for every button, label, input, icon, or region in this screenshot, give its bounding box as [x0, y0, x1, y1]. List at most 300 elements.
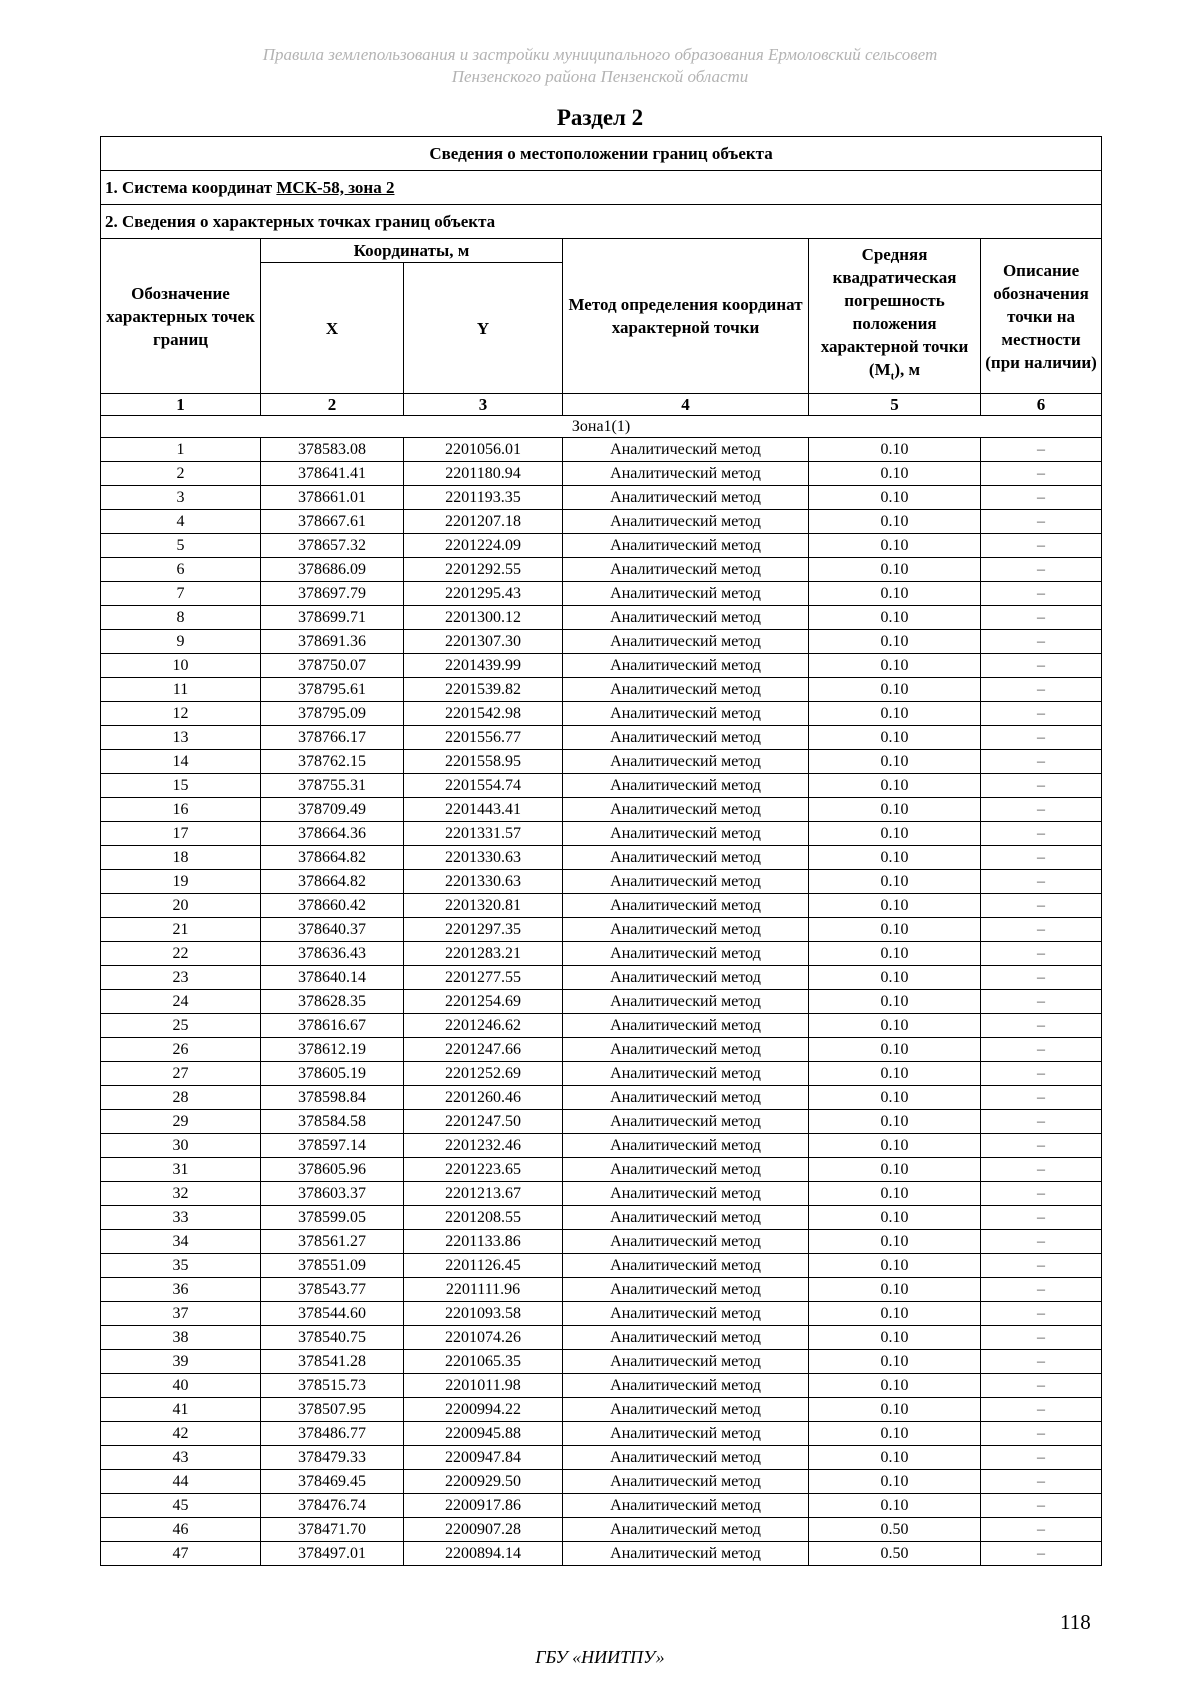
column-number: 5	[809, 394, 981, 416]
error-cell: 0.10	[809, 1110, 981, 1134]
point-number-cell: 27	[101, 1062, 261, 1086]
coord-y-cell: 2200929.50	[404, 1470, 563, 1494]
points-heading: 2. Сведения о характерных точках границ объекта	[101, 205, 1102, 239]
description-cell: –	[981, 870, 1102, 894]
point-number-cell: 35	[101, 1254, 261, 1278]
table-row	[101, 1014, 1102, 1038]
point-number-cell: 16	[101, 798, 261, 822]
table-row	[101, 774, 1102, 798]
description-cell: –	[981, 1542, 1102, 1566]
description-cell: –	[981, 1518, 1102, 1542]
table-row	[101, 1470, 1102, 1494]
table-row	[101, 1086, 1102, 1110]
coord-system-label: 1. Система координат	[105, 177, 277, 197]
point-number-cell: 43	[101, 1446, 261, 1470]
table-row	[101, 870, 1102, 894]
table-row	[101, 942, 1102, 966]
coord-x-cell: 378605.19	[261, 1062, 404, 1086]
description-cell: –	[981, 966, 1102, 990]
column-number: 2	[261, 394, 404, 416]
method-cell: Аналитический метод	[563, 918, 809, 942]
point-number-cell: 37	[101, 1302, 261, 1326]
table-row	[101, 486, 1102, 510]
error-cell: 0.10	[809, 1038, 981, 1062]
error-cell: 0.10	[809, 918, 981, 942]
description-cell: –	[981, 1350, 1102, 1374]
method-cell: Аналитический метод	[563, 966, 809, 990]
description-cell: –	[981, 1254, 1102, 1278]
error-cell: 0.10	[809, 582, 981, 606]
coord-y-cell: 2201247.50	[404, 1110, 563, 1134]
method-cell: Аналитический метод	[563, 846, 809, 870]
error-cell: 0.10	[809, 942, 981, 966]
coord-x-cell: 378497.01	[261, 1542, 404, 1566]
running-header	[0, 44, 1200, 88]
error-cell: 0.10	[809, 534, 981, 558]
description-cell: –	[981, 1398, 1102, 1422]
coord-x-cell: 378640.37	[261, 918, 404, 942]
method-cell: Аналитический метод	[563, 1326, 809, 1350]
point-number-cell: 17	[101, 822, 261, 846]
method-cell: Аналитический метод	[563, 486, 809, 510]
coord-x-cell: 378616.67	[261, 1014, 404, 1038]
error-cell: 0.10	[809, 510, 981, 534]
coord-x-cell: 378664.82	[261, 846, 404, 870]
coord-y-cell: 2201307.30	[404, 630, 563, 654]
method-cell: Аналитический метод	[563, 1182, 809, 1206]
coord-y-cell: 2201126.45	[404, 1254, 563, 1278]
error-cell: 0.10	[809, 1062, 981, 1086]
method-cell: Аналитический метод	[563, 1110, 809, 1134]
section-title: Раздел 2	[556, 105, 644, 130]
description-cell: –	[981, 462, 1102, 486]
description-cell: –	[981, 1038, 1102, 1062]
table-row	[101, 678, 1102, 702]
description-cell: –	[981, 1470, 1102, 1494]
error-cell: 0.10	[809, 966, 981, 990]
description-cell: –	[981, 510, 1102, 534]
coord-y-cell: 2201558.95	[404, 750, 563, 774]
error-cell: 0.10	[809, 726, 981, 750]
table-row	[101, 630, 1102, 654]
description-cell: –	[981, 606, 1102, 630]
coord-x-cell: 378551.09	[261, 1254, 404, 1278]
coord-x-cell: 378795.09	[261, 702, 404, 726]
point-number-cell: 44	[101, 1470, 261, 1494]
coord-x-cell: 378486.77	[261, 1422, 404, 1446]
table-row	[101, 606, 1102, 630]
coord-y-cell: 2201133.86	[404, 1230, 563, 1254]
method-cell: Аналитический метод	[563, 1398, 809, 1422]
coord-x-cell: 378697.79	[261, 582, 404, 606]
table-row	[101, 438, 1102, 462]
method-cell: Аналитический метод	[563, 1038, 809, 1062]
description-cell: –	[981, 1326, 1102, 1350]
point-number-cell: 15	[101, 774, 261, 798]
point-number-cell: 42	[101, 1422, 261, 1446]
coord-x-cell: 378750.07	[261, 654, 404, 678]
page-number: 118	[1060, 1610, 1091, 1634]
table-row	[101, 1350, 1102, 1374]
coord-x-cell: 378469.45	[261, 1470, 404, 1494]
coord-x-cell: 378479.33	[261, 1446, 404, 1470]
description-cell: –	[981, 1422, 1102, 1446]
method-cell: Аналитический метод	[563, 654, 809, 678]
coord-y-cell: 2201539.82	[404, 678, 563, 702]
coord-y-cell: 2201011.98	[404, 1374, 563, 1398]
error-cell: 0.10	[809, 462, 981, 486]
method-cell: Аналитический метод	[563, 702, 809, 726]
error-cell: 0.10	[809, 1134, 981, 1158]
coord-x-cell: 378471.70	[261, 1518, 404, 1542]
column-number: 3	[404, 394, 563, 416]
table-row	[101, 750, 1102, 774]
coord-y-cell: 2201443.41	[404, 798, 563, 822]
error-cell: 0.10	[809, 678, 981, 702]
coord-x-cell: 378699.71	[261, 606, 404, 630]
point-number-cell: 18	[101, 846, 261, 870]
coord-y-cell: 2200945.88	[404, 1422, 563, 1446]
description-cell: –	[981, 1278, 1102, 1302]
description-cell: –	[981, 534, 1102, 558]
method-cell: Аналитический метод	[563, 1422, 809, 1446]
coord-y-cell: 2201065.35	[404, 1350, 563, 1374]
table-row	[101, 1134, 1102, 1158]
point-number-cell: 21	[101, 918, 261, 942]
method-cell: Аналитический метод	[563, 1470, 809, 1494]
column-numbers-row	[101, 394, 1102, 416]
description-cell: –	[981, 1206, 1102, 1230]
method-cell: Аналитический метод	[563, 510, 809, 534]
table-row	[101, 918, 1102, 942]
coord-y-cell: 2200994.22	[404, 1398, 563, 1422]
error-cell: 0.10	[809, 1398, 981, 1422]
error-cell: 0.10	[809, 1302, 981, 1326]
method-cell: Аналитический метод	[563, 1158, 809, 1182]
point-number-cell: 14	[101, 750, 261, 774]
point-number-cell: 39	[101, 1350, 261, 1374]
coord-x-cell: 378657.32	[261, 534, 404, 558]
method-cell: Аналитический метод	[563, 1134, 809, 1158]
point-number-cell: 1	[101, 438, 261, 462]
coord-x-cell: 378561.27	[261, 1230, 404, 1254]
table-row	[101, 1422, 1102, 1446]
col-method-header: Метод определения координат характерной точки	[563, 239, 809, 394]
coord-system-row	[101, 171, 1102, 205]
coord-x-cell: 378540.75	[261, 1326, 404, 1350]
method-cell: Аналитический метод	[563, 726, 809, 750]
error-cell: 0.10	[809, 702, 981, 726]
description-cell: –	[981, 774, 1102, 798]
coord-x-cell: 378599.05	[261, 1206, 404, 1230]
coord-y-cell: 2201292.55	[404, 558, 563, 582]
table-row	[101, 1494, 1102, 1518]
table-row	[101, 1326, 1102, 1350]
running-footer: ГБУ «НИИТПУ»	[535, 1647, 665, 1667]
coord-x-cell: 378641.41	[261, 462, 404, 486]
method-cell: Аналитический метод	[563, 1374, 809, 1398]
method-cell: Аналитический метод	[563, 1206, 809, 1230]
description-cell: –	[981, 630, 1102, 654]
method-cell: Аналитический метод	[563, 630, 809, 654]
error-cell: 0.10	[809, 798, 981, 822]
method-cell: Аналитический метод	[563, 1254, 809, 1278]
method-cell: Аналитический метод	[563, 1350, 809, 1374]
table-row	[101, 1254, 1102, 1278]
table-row	[101, 1446, 1102, 1470]
coord-x-cell: 378515.73	[261, 1374, 404, 1398]
error-cell: 0.10	[809, 1326, 981, 1350]
method-cell: Аналитический метод	[563, 534, 809, 558]
coord-y-cell: 2201297.35	[404, 918, 563, 942]
table-row	[101, 654, 1102, 678]
description-cell: –	[981, 1158, 1102, 1182]
description-cell: –	[981, 1086, 1102, 1110]
error-cell: 0.10	[809, 1182, 981, 1206]
coord-x-cell: 378755.31	[261, 774, 404, 798]
description-cell: –	[981, 894, 1102, 918]
coord-y-cell: 2201330.63	[404, 870, 563, 894]
error-cell: 0.10	[809, 1086, 981, 1110]
point-number-cell: 32	[101, 1182, 261, 1206]
table-row	[101, 1110, 1102, 1134]
point-number-cell: 24	[101, 990, 261, 1014]
error-cell: 0.50	[809, 1518, 981, 1542]
method-cell: Аналитический метод	[563, 606, 809, 630]
boundary-points-table	[100, 136, 1102, 1566]
coord-y-cell: 2201246.62	[404, 1014, 563, 1038]
coord-y-cell: 2201056.01	[404, 438, 563, 462]
error-cell: 0.10	[809, 1494, 981, 1518]
description-cell: –	[981, 702, 1102, 726]
description-cell: –	[981, 1446, 1102, 1470]
coord-y-cell: 2201223.65	[404, 1158, 563, 1182]
error-cell: 0.10	[809, 654, 981, 678]
description-cell: –	[981, 990, 1102, 1014]
coord-x-cell: 378766.17	[261, 726, 404, 750]
table-row	[101, 966, 1102, 990]
error-cell: 0.50	[809, 1542, 981, 1566]
error-cell: 0.10	[809, 822, 981, 846]
col-x-header: X	[261, 263, 404, 394]
table-row	[101, 726, 1102, 750]
table-row	[101, 558, 1102, 582]
point-number-cell: 22	[101, 942, 261, 966]
col-designation-header: Обозначение характерных точек границ	[101, 239, 261, 394]
error-cell: 0.10	[809, 1014, 981, 1038]
method-cell: Аналитический метод	[563, 1494, 809, 1518]
column-number: 6	[981, 394, 1102, 416]
table-row	[101, 894, 1102, 918]
coord-y-cell: 2201331.57	[404, 822, 563, 846]
description-cell: –	[981, 846, 1102, 870]
table-row	[101, 1182, 1102, 1206]
error-cell: 0.10	[809, 846, 981, 870]
coord-x-cell: 378507.95	[261, 1398, 404, 1422]
coord-y-cell: 2201213.67	[404, 1182, 563, 1206]
description-cell: –	[981, 1374, 1102, 1398]
table-row	[101, 1302, 1102, 1326]
error-cell: 0.10	[809, 1350, 981, 1374]
coord-x-cell: 378583.08	[261, 438, 404, 462]
table-row	[101, 822, 1102, 846]
zone-label: Зона1(1)	[101, 416, 1102, 438]
coord-x-cell: 378584.58	[261, 1110, 404, 1134]
point-number-cell: 33	[101, 1206, 261, 1230]
coord-x-cell: 378709.49	[261, 798, 404, 822]
table-row	[101, 1062, 1102, 1086]
coord-y-cell: 2200894.14	[404, 1542, 563, 1566]
coord-y-cell: 2200907.28	[404, 1518, 563, 1542]
coord-y-cell: 2201193.35	[404, 486, 563, 510]
coord-y-cell: 2201542.98	[404, 702, 563, 726]
table-row	[101, 534, 1102, 558]
error-cell: 0.10	[809, 1374, 981, 1398]
point-number-cell: 2	[101, 462, 261, 486]
method-cell: Аналитический метод	[563, 750, 809, 774]
point-number-cell: 29	[101, 1110, 261, 1134]
table-row	[101, 1374, 1102, 1398]
method-cell: Аналитический метод	[563, 798, 809, 822]
table-row	[101, 1158, 1102, 1182]
error-cell: 0.10	[809, 1470, 981, 1494]
description-cell: –	[981, 486, 1102, 510]
coord-y-cell: 2201254.69	[404, 990, 563, 1014]
error-cell: 0.10	[809, 1254, 981, 1278]
description-cell: –	[981, 918, 1102, 942]
coord-y-cell: 2200947.84	[404, 1446, 563, 1470]
point-number-cell: 30	[101, 1134, 261, 1158]
point-number-cell: 38	[101, 1326, 261, 1350]
coord-y-cell: 2201111.96	[404, 1278, 563, 1302]
error-cell: 0.10	[809, 1158, 981, 1182]
coord-x-cell: 378661.01	[261, 486, 404, 510]
description-cell: –	[981, 438, 1102, 462]
point-number-cell: 46	[101, 1518, 261, 1542]
method-cell: Аналитический метод	[563, 870, 809, 894]
error-cell: 0.10	[809, 630, 981, 654]
error-cell: 0.10	[809, 1230, 981, 1254]
method-cell: Аналитический метод	[563, 1062, 809, 1086]
column-number: 4	[563, 394, 809, 416]
method-cell: Аналитический метод	[563, 1014, 809, 1038]
coord-y-cell: 2201330.63	[404, 846, 563, 870]
table-row	[101, 510, 1102, 534]
coord-x-cell: 378660.42	[261, 894, 404, 918]
point-number-cell: 8	[101, 606, 261, 630]
coord-y-cell: 2201556.77	[404, 726, 563, 750]
point-number-cell: 12	[101, 702, 261, 726]
column-number: 1	[101, 394, 261, 416]
table-row	[101, 1518, 1102, 1542]
description-cell: –	[981, 1110, 1102, 1134]
description-cell: –	[981, 1134, 1102, 1158]
coord-x-cell: 378686.09	[261, 558, 404, 582]
coord-y-cell: 2201260.46	[404, 1086, 563, 1110]
description-cell: –	[981, 1230, 1102, 1254]
coord-y-cell: 2201207.18	[404, 510, 563, 534]
table-row	[101, 1230, 1102, 1254]
coord-x-cell: 378597.14	[261, 1134, 404, 1158]
coord-y-cell: 2201320.81	[404, 894, 563, 918]
point-number-cell: 13	[101, 726, 261, 750]
coord-y-cell: 2201295.43	[404, 582, 563, 606]
coord-x-cell: 378544.60	[261, 1302, 404, 1326]
description-cell: –	[981, 726, 1102, 750]
method-cell: Аналитический метод	[563, 1542, 809, 1566]
coord-x-cell: 378628.35	[261, 990, 404, 1014]
error-cell: 0.10	[809, 1446, 981, 1470]
point-number-cell: 47	[101, 1542, 261, 1566]
method-cell: Аналитический метод	[563, 774, 809, 798]
point-number-cell: 25	[101, 1014, 261, 1038]
col-coords-header: Координаты, м	[261, 239, 563, 263]
coord-x-cell: 378541.28	[261, 1350, 404, 1374]
error-cell: 0.10	[809, 1278, 981, 1302]
description-cell: –	[981, 1494, 1102, 1518]
table-row	[101, 846, 1102, 870]
point-number-cell: 40	[101, 1374, 261, 1398]
error-cell: 0.10	[809, 870, 981, 894]
error-cell: 0.10	[809, 1206, 981, 1230]
method-cell: Аналитический метод	[563, 678, 809, 702]
point-number-cell: 7	[101, 582, 261, 606]
error-cell: 0.10	[809, 990, 981, 1014]
description-cell: –	[981, 558, 1102, 582]
error-cell: 0.10	[809, 774, 981, 798]
coord-x-cell: 378664.82	[261, 870, 404, 894]
method-cell: Аналитический метод	[563, 1302, 809, 1326]
point-number-cell: 4	[101, 510, 261, 534]
method-cell: Аналитический метод	[563, 438, 809, 462]
coord-x-cell: 378691.36	[261, 630, 404, 654]
point-number-cell: 23	[101, 966, 261, 990]
error-cell: 0.10	[809, 606, 981, 630]
table-row	[101, 798, 1102, 822]
coord-x-cell: 378795.61	[261, 678, 404, 702]
table-title: Сведения о местоположении границ объекта	[101, 137, 1102, 171]
method-cell: Аналитический метод	[563, 1518, 809, 1542]
coord-y-cell: 2201247.66	[404, 1038, 563, 1062]
description-cell: –	[981, 750, 1102, 774]
description-cell: –	[981, 798, 1102, 822]
description-cell: –	[981, 654, 1102, 678]
coord-y-cell: 2201232.46	[404, 1134, 563, 1158]
table-row	[101, 462, 1102, 486]
table-row	[101, 1206, 1102, 1230]
coord-y-cell: 2200917.86	[404, 1494, 563, 1518]
point-number-cell: 41	[101, 1398, 261, 1422]
coord-x-cell: 378603.37	[261, 1182, 404, 1206]
method-cell: Аналитический метод	[563, 822, 809, 846]
method-cell: Аналитический метод	[563, 1446, 809, 1470]
point-number-cell: 5	[101, 534, 261, 558]
method-cell: Аналитический метод	[563, 1086, 809, 1110]
method-cell: Аналитический метод	[563, 582, 809, 606]
method-cell: Аналитический метод	[563, 1278, 809, 1302]
coord-y-cell: 2201300.12	[404, 606, 563, 630]
table-row	[101, 1542, 1102, 1566]
method-cell: Аналитический метод	[563, 942, 809, 966]
method-cell: Аналитический метод	[563, 462, 809, 486]
running-header-line-2: Пензенского района Пензенской области	[451, 67, 749, 86]
col-description-header: Описание обозначения точки на местности (при наличии)	[981, 239, 1102, 394]
coord-x-cell: 378605.96	[261, 1158, 404, 1182]
error-cell: 0.10	[809, 438, 981, 462]
description-cell: –	[981, 1062, 1102, 1086]
description-cell: –	[981, 678, 1102, 702]
description-cell: –	[981, 582, 1102, 606]
